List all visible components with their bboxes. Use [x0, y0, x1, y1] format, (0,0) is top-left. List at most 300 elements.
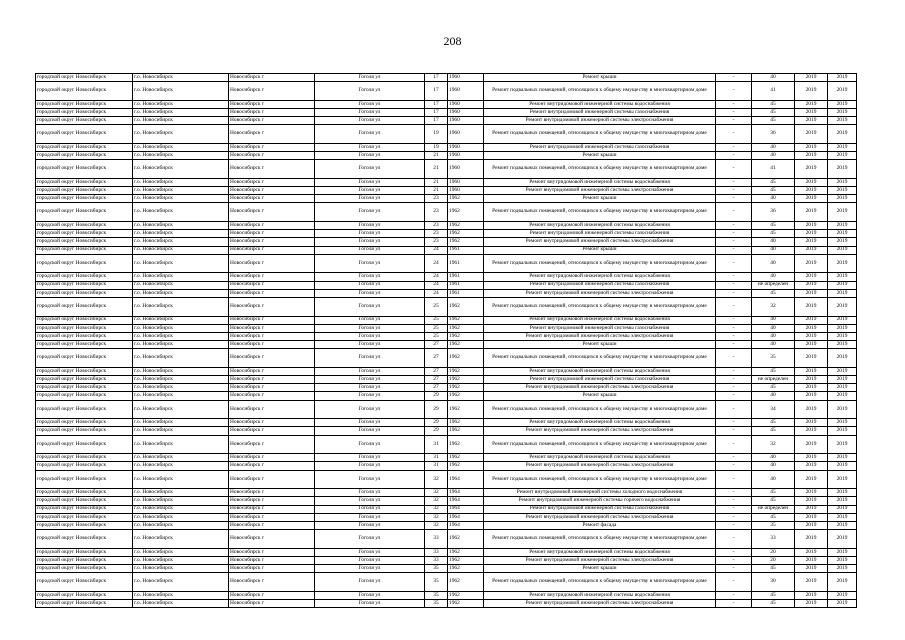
- city-cell: Новосибирск г: [229, 100, 315, 108]
- year-from-cell: 2019: [795, 530, 828, 549]
- district-cell: г.о. Новосибирск: [133, 497, 229, 505]
- street-cell: Гоголя ул: [315, 230, 425, 238]
- year-to-cell: 2019: [828, 435, 857, 454]
- year-to-cell: 2019: [828, 160, 857, 179]
- year-to-cell: 2019: [828, 178, 857, 186]
- district-cell: г.о. Новосибирск: [133, 600, 229, 608]
- house-number-cell: 35: [425, 573, 448, 592]
- year-to-cell: 2019: [828, 400, 857, 419]
- year-to-cell: 2019: [828, 489, 857, 497]
- table-row: [36, 556, 857, 564]
- city-cell: Новосибирск г: [229, 316, 315, 324]
- table-row: [36, 108, 857, 116]
- dash-cell: -: [716, 316, 752, 324]
- district-cell: г.о. Новосибирск: [133, 462, 229, 470]
- street-cell: Гоголя ул: [315, 187, 425, 195]
- municipality-cell: городской округ Новосибирск: [36, 573, 133, 592]
- table-row: [36, 203, 857, 222]
- district-cell: г.о. Новосибирск: [133, 125, 229, 144]
- street-cell: Гоголя ул: [315, 152, 425, 160]
- value-cell: 41: [752, 160, 795, 179]
- house-number-cell: 29: [425, 392, 448, 400]
- city-cell: Новосибирск г: [229, 600, 315, 608]
- house-number-cell: 31: [425, 454, 448, 462]
- year-from-cell: 2019: [795, 246, 828, 254]
- year-to-cell: 2019: [828, 384, 857, 392]
- value-cell: не определен: [752, 281, 795, 289]
- dash-cell: -: [716, 427, 752, 435]
- year-from-cell: 2019: [795, 82, 828, 101]
- value-cell: 45: [752, 117, 795, 125]
- table-row: [36, 143, 857, 151]
- city-cell: Новосибирск г: [229, 254, 315, 273]
- house-number-cell: 23: [425, 195, 448, 203]
- city-cell: Новосибирск г: [229, 160, 315, 179]
- city-cell: Новосибирск г: [229, 341, 315, 349]
- street-cell: Гоголя ул: [315, 332, 425, 340]
- year-from-cell: 2019: [795, 178, 828, 186]
- district-cell: г.о. Новосибирск: [133, 427, 229, 435]
- municipality-cell: городской округ Новосибирск: [36, 195, 133, 203]
- house-number-cell: 33: [425, 548, 448, 556]
- work-type-cell: Ремонт внутридомовой инженерной системы холодного водоснабжения: [484, 489, 716, 497]
- year-from-cell: 2019: [795, 230, 828, 238]
- year-built-cell: 1962: [448, 349, 484, 368]
- street-cell: Гоголя ул: [315, 143, 425, 151]
- year-built-cell: 1961: [448, 246, 484, 254]
- value-cell: 45: [752, 591, 795, 599]
- street-cell: Гоголя ул: [315, 195, 425, 203]
- year-from-cell: 2019: [795, 281, 828, 289]
- district-cell: г.о. Новосибирск: [133, 324, 229, 332]
- repair-table: [35, 73, 857, 608]
- house-number-cell: 27: [425, 367, 448, 375]
- table-row: [36, 462, 857, 470]
- year-to-cell: 2019: [828, 238, 857, 246]
- dash-cell: -: [716, 187, 752, 195]
- municipality-cell: городской округ Новосибирск: [36, 497, 133, 505]
- work-type-cell: Ремонт внутридомовой инженерной системы газоснабжения: [484, 505, 716, 513]
- house-number-cell: 21: [425, 152, 448, 160]
- year-built-cell: 1962: [448, 591, 484, 599]
- value-cell: 45: [752, 419, 795, 427]
- district-cell: г.о. Новосибирск: [133, 281, 229, 289]
- city-cell: Новосибирск г: [229, 289, 315, 297]
- dash-cell: -: [716, 222, 752, 230]
- dash-cell: -: [716, 392, 752, 400]
- municipality-cell: городской округ Новосибирск: [36, 281, 133, 289]
- dash-cell: -: [716, 195, 752, 203]
- value-cell: 45: [752, 222, 795, 230]
- dash-cell: -: [716, 246, 752, 254]
- district-cell: г.о. Новосибирск: [133, 400, 229, 419]
- work-type-cell: Ремонт внутридомовой инженерной системы электроснабжения: [484, 187, 716, 195]
- work-type-cell: Ремонт внутридомовой инженерной системы водоснабжения: [484, 100, 716, 108]
- value-cell: не определен: [752, 376, 795, 384]
- year-built-cell: 1960: [448, 117, 484, 125]
- street-cell: Гоголя ул: [315, 160, 425, 179]
- work-type-cell: Ремонт внутридомовой инженерной системы водоснабжения: [484, 591, 716, 599]
- municipality-cell: городской округ Новосибирск: [36, 384, 133, 392]
- municipality-cell: городской округ Новосибирск: [36, 505, 133, 513]
- value-cell: 40: [752, 143, 795, 151]
- year-from-cell: 2019: [795, 238, 828, 246]
- house-number-cell: 32: [425, 470, 448, 489]
- year-to-cell: 2019: [828, 367, 857, 375]
- year-from-cell: 2019: [795, 384, 828, 392]
- municipality-cell: городской округ Новосибирск: [36, 521, 133, 529]
- work-type-cell: Ремонт внутридомовой инженерной системы электроснабжения: [484, 238, 716, 246]
- city-cell: Новосибирск г: [229, 376, 315, 384]
- street-cell: Гоголя ул: [315, 497, 425, 505]
- city-cell: Новосибирск г: [229, 419, 315, 427]
- city-cell: Новосибирск г: [229, 497, 315, 505]
- city-cell: Новосибирск г: [229, 454, 315, 462]
- year-to-cell: 2019: [828, 289, 857, 297]
- year-from-cell: 2019: [795, 289, 828, 297]
- work-type-cell: Ремонт подвальных помещений, относящихся к общему имуществу в многоквартирном доме: [484, 573, 716, 592]
- dash-cell: -: [716, 100, 752, 108]
- city-cell: Новосибирск г: [229, 238, 315, 246]
- district-cell: г.о. Новосибирск: [133, 254, 229, 273]
- work-type-cell: Ремонт внутридомовой инженерной системы водоснабжения: [484, 316, 716, 324]
- year-built-cell: 1962: [448, 392, 484, 400]
- dash-cell: -: [716, 143, 752, 151]
- district-cell: г.о. Новосибирск: [133, 316, 229, 324]
- municipality-cell: городской округ Новосибирск: [36, 289, 133, 297]
- value-cell: 45: [752, 289, 795, 297]
- value-cell: 40: [752, 332, 795, 340]
- municipality-cell: городской округ Новосибирск: [36, 230, 133, 238]
- value-cell: 45: [752, 489, 795, 497]
- table-row: [36, 117, 857, 125]
- house-number-cell: 27: [425, 384, 448, 392]
- value-cell: 40: [752, 254, 795, 273]
- table-row: [36, 297, 857, 316]
- dash-cell: -: [716, 573, 752, 592]
- year-from-cell: 2019: [795, 392, 828, 400]
- table-row: [36, 470, 857, 489]
- table-row: [36, 246, 857, 254]
- value-cell: 36: [752, 203, 795, 222]
- dash-cell: -: [716, 470, 752, 489]
- municipality-cell: городской округ Новосибирск: [36, 143, 133, 151]
- table-row: [36, 332, 857, 340]
- table-row: [36, 419, 857, 427]
- table-row: [36, 454, 857, 462]
- value-cell: 45: [752, 230, 795, 238]
- dash-cell: -: [716, 556, 752, 564]
- house-number-cell: 31: [425, 462, 448, 470]
- year-to-cell: 2019: [828, 222, 857, 230]
- work-type-cell: Ремонт внутридомовой инженерной системы газоснабжения: [484, 376, 716, 384]
- year-from-cell: 2019: [795, 454, 828, 462]
- work-type-cell: Ремонт внутридомовой инженерной системы газоснабжения: [484, 281, 716, 289]
- city-cell: Новосибирск г: [229, 273, 315, 281]
- table-row: [36, 497, 857, 505]
- year-built-cell: 1962: [448, 195, 484, 203]
- year-from-cell: 2019: [795, 548, 828, 556]
- work-type-cell: Ремонт подвальных помещений, относящихся к общему имуществу в многоквартирном доме: [484, 125, 716, 144]
- year-built-cell: 1960: [448, 187, 484, 195]
- city-cell: Новосибирск г: [229, 400, 315, 419]
- municipality-cell: городской округ Новосибирск: [36, 591, 133, 599]
- year-built-cell: 1962: [448, 297, 484, 316]
- city-cell: Новосибирск г: [229, 521, 315, 529]
- municipality-cell: городской округ Новосибирск: [36, 222, 133, 230]
- district-cell: г.о. Новосибирск: [133, 513, 229, 521]
- house-number-cell: 27: [425, 349, 448, 368]
- municipality-cell: городской округ Новосибирск: [36, 324, 133, 332]
- district-cell: г.о. Новосибирск: [133, 82, 229, 101]
- year-to-cell: 2019: [828, 591, 857, 599]
- work-type-cell: Ремонт подвальных помещений, относящихся к общему имуществу в многоквартирном доме: [484, 530, 716, 549]
- house-number-cell: 21: [425, 187, 448, 195]
- district-cell: г.о. Новосибирск: [133, 108, 229, 116]
- value-cell: 40: [752, 195, 795, 203]
- year-built-cell: 1962: [448, 222, 484, 230]
- year-from-cell: 2019: [795, 160, 828, 179]
- year-to-cell: 2019: [828, 230, 857, 238]
- city-cell: Новосибирск г: [229, 195, 315, 203]
- city-cell: Новосибирск г: [229, 74, 315, 82]
- year-built-cell: 1964: [448, 497, 484, 505]
- house-number-cell: 19: [425, 125, 448, 144]
- dash-cell: -: [716, 565, 752, 573]
- value-cell: 45: [752, 108, 795, 116]
- street-cell: Гоголя ул: [315, 565, 425, 573]
- dash-cell: -: [716, 230, 752, 238]
- district-cell: г.о. Новосибирск: [133, 289, 229, 297]
- district-cell: г.о. Новосибирск: [133, 178, 229, 186]
- city-cell: Новосибирск г: [229, 392, 315, 400]
- work-type-cell: Ремонт внутридомовой инженерной системы водоснабжения: [484, 454, 716, 462]
- municipality-cell: городской округ Новосибирск: [36, 530, 133, 549]
- table-row: [36, 521, 857, 529]
- table-row: [36, 341, 857, 349]
- house-number-cell: 23: [425, 222, 448, 230]
- year-built-cell: 1964: [448, 489, 484, 497]
- work-type-cell: Ремонт внутридомовой инженерной системы электроснабжения: [484, 289, 716, 297]
- street-cell: Гоголя ул: [315, 427, 425, 435]
- house-number-cell: 29: [425, 400, 448, 419]
- city-cell: Новосибирск г: [229, 230, 315, 238]
- work-type-cell: Ремонт фасада: [484, 521, 716, 529]
- street-cell: Гоголя ул: [315, 222, 425, 230]
- district-cell: г.о. Новосибирск: [133, 222, 229, 230]
- year-to-cell: 2019: [828, 74, 857, 82]
- street-cell: Гоголя ул: [315, 324, 425, 332]
- year-to-cell: 2019: [828, 246, 857, 254]
- year-from-cell: 2019: [795, 324, 828, 332]
- municipality-cell: городской округ Новосибирск: [36, 178, 133, 186]
- table-body: [36, 74, 857, 608]
- year-to-cell: 2019: [828, 297, 857, 316]
- table-row: [36, 160, 857, 179]
- work-type-cell: Ремонт внутридомовой инженерной системы электроснабжения: [484, 332, 716, 340]
- street-cell: Гоголя ул: [315, 591, 425, 599]
- street-cell: Гоголя ул: [315, 273, 425, 281]
- value-cell: не определен: [752, 505, 795, 513]
- year-from-cell: 2019: [795, 187, 828, 195]
- year-from-cell: 2019: [795, 376, 828, 384]
- dash-cell: -: [716, 125, 752, 144]
- dash-cell: -: [716, 178, 752, 186]
- municipality-cell: городской округ Новосибирск: [36, 100, 133, 108]
- table-row: [36, 591, 857, 599]
- municipality-cell: городской округ Новосибирск: [36, 297, 133, 316]
- city-cell: Новосибирск г: [229, 505, 315, 513]
- value-cell: 41: [752, 82, 795, 101]
- street-cell: Гоголя ул: [315, 117, 425, 125]
- year-built-cell: 1962: [448, 454, 484, 462]
- city-cell: Новосибирск г: [229, 565, 315, 573]
- district-cell: г.о. Новосибирск: [133, 573, 229, 592]
- year-built-cell: 1962: [448, 600, 484, 608]
- year-to-cell: 2019: [828, 470, 857, 489]
- municipality-cell: городской округ Новосибирск: [36, 462, 133, 470]
- dash-cell: -: [716, 419, 752, 427]
- work-type-cell: Ремонт крыши: [484, 195, 716, 203]
- work-type-cell: Ремонт внутридомовой инженерной системы водоснабжения: [484, 178, 716, 186]
- year-from-cell: 2019: [795, 573, 828, 592]
- district-cell: г.о. Новосибирск: [133, 367, 229, 375]
- value-cell: 33: [752, 530, 795, 549]
- street-cell: Гоголя ул: [315, 108, 425, 116]
- street-cell: Гоголя ул: [315, 367, 425, 375]
- street-cell: Гоголя ул: [315, 349, 425, 368]
- house-number-cell: 24: [425, 273, 448, 281]
- table-row: [36, 273, 857, 281]
- house-number-cell: 32: [425, 521, 448, 529]
- district-cell: г.о. Новосибирск: [133, 297, 229, 316]
- municipality-cell: городской округ Новосибирск: [36, 454, 133, 462]
- year-to-cell: 2019: [828, 556, 857, 564]
- district-cell: г.о. Новосибирск: [133, 74, 229, 82]
- district-cell: г.о. Новосибирск: [133, 454, 229, 462]
- work-type-cell: Ремонт подвальных помещений, относящихся к общему имуществу в многоквартирном доме: [484, 160, 716, 179]
- year-to-cell: 2019: [828, 100, 857, 108]
- year-from-cell: 2019: [795, 152, 828, 160]
- table-row: [36, 74, 857, 82]
- year-from-cell: 2019: [795, 143, 828, 151]
- year-built-cell: 1962: [448, 341, 484, 349]
- district-cell: г.о. Новосибирск: [133, 376, 229, 384]
- municipality-cell: городской округ Новосибирск: [36, 246, 133, 254]
- value-cell: 40: [752, 324, 795, 332]
- dash-cell: -: [716, 367, 752, 375]
- table-row: [36, 565, 857, 573]
- year-to-cell: 2019: [828, 454, 857, 462]
- street-cell: Гоголя ул: [315, 341, 425, 349]
- year-from-cell: 2019: [795, 419, 828, 427]
- dash-cell: -: [716, 530, 752, 549]
- street-cell: Гоголя ул: [315, 521, 425, 529]
- house-number-cell: 25: [425, 324, 448, 332]
- year-built-cell: 1962: [448, 238, 484, 246]
- year-built-cell: 1964: [448, 505, 484, 513]
- city-cell: Новосибирск г: [229, 332, 315, 340]
- table-row: [36, 238, 857, 246]
- work-type-cell: Ремонт внутридомовой инженерной системы электроснабжения: [484, 513, 716, 521]
- year-built-cell: 1960: [448, 160, 484, 179]
- house-number-cell: 24: [425, 254, 448, 273]
- house-number-cell: 32: [425, 513, 448, 521]
- district-cell: г.о. Новосибирск: [133, 332, 229, 340]
- table-row: [36, 548, 857, 556]
- year-from-cell: 2019: [795, 505, 828, 513]
- value-cell: 34: [752, 400, 795, 419]
- city-cell: Новосибирск г: [229, 152, 315, 160]
- house-number-cell: 32: [425, 497, 448, 505]
- year-built-cell: 1962: [448, 573, 484, 592]
- year-from-cell: 2019: [795, 367, 828, 375]
- street-cell: Гоголя ул: [315, 246, 425, 254]
- table-row: [36, 289, 857, 297]
- district-cell: г.о. Новосибирск: [133, 195, 229, 203]
- year-to-cell: 2019: [828, 143, 857, 151]
- district-cell: г.о. Новосибирск: [133, 273, 229, 281]
- street-cell: Гоголя ул: [315, 400, 425, 419]
- dash-cell: -: [716, 238, 752, 246]
- dash-cell: -: [716, 489, 752, 497]
- year-built-cell: 1961: [448, 273, 484, 281]
- municipality-cell: городской округ Новосибирск: [36, 82, 133, 101]
- municipality-cell: городской округ Новосибирск: [36, 548, 133, 556]
- year-to-cell: 2019: [828, 427, 857, 435]
- table-row: [36, 392, 857, 400]
- city-cell: Новосибирск г: [229, 125, 315, 144]
- district-cell: г.о. Новосибирск: [133, 238, 229, 246]
- house-number-cell: 21: [425, 178, 448, 186]
- year-to-cell: 2019: [828, 521, 857, 529]
- work-type-cell: Ремонт подвальных помещений, относящихся к общему имуществу в многоквартирном доме: [484, 435, 716, 454]
- page-number: 208: [443, 34, 462, 48]
- house-number-cell: 33: [425, 556, 448, 564]
- year-built-cell: 1962: [448, 548, 484, 556]
- dash-cell: -: [716, 203, 752, 222]
- municipality-cell: городской округ Новосибирск: [36, 419, 133, 427]
- work-type-cell: Ремонт внутридомовой инженерной системы электроснабжения: [484, 556, 716, 564]
- year-to-cell: 2019: [828, 281, 857, 289]
- dash-cell: -: [716, 376, 752, 384]
- street-cell: Гоголя ул: [315, 548, 425, 556]
- city-cell: Новосибирск г: [229, 222, 315, 230]
- city-cell: Новосибирск г: [229, 556, 315, 564]
- district-cell: г.о. Новосибирск: [133, 435, 229, 454]
- value-cell: 45: [752, 600, 795, 608]
- year-from-cell: 2019: [795, 556, 828, 564]
- street-cell: Гоголя ул: [315, 254, 425, 273]
- year-from-cell: 2019: [795, 100, 828, 108]
- house-number-cell: 23: [425, 203, 448, 222]
- municipality-cell: городской округ Новосибирск: [36, 392, 133, 400]
- year-built-cell: 1961: [448, 254, 484, 273]
- district-cell: г.о. Новосибирск: [133, 152, 229, 160]
- year-to-cell: 2019: [828, 462, 857, 470]
- year-to-cell: 2019: [828, 349, 857, 368]
- municipality-cell: городской округ Новосибирск: [36, 125, 133, 144]
- table-row: [36, 367, 857, 375]
- year-to-cell: 2019: [828, 316, 857, 324]
- city-cell: Новосибирск г: [229, 143, 315, 151]
- municipality-cell: городской округ Новосибирск: [36, 376, 133, 384]
- table-row: [36, 324, 857, 332]
- value-cell: 40: [752, 246, 795, 254]
- year-built-cell: 1962: [448, 332, 484, 340]
- table-row: [36, 384, 857, 392]
- dash-cell: -: [716, 289, 752, 297]
